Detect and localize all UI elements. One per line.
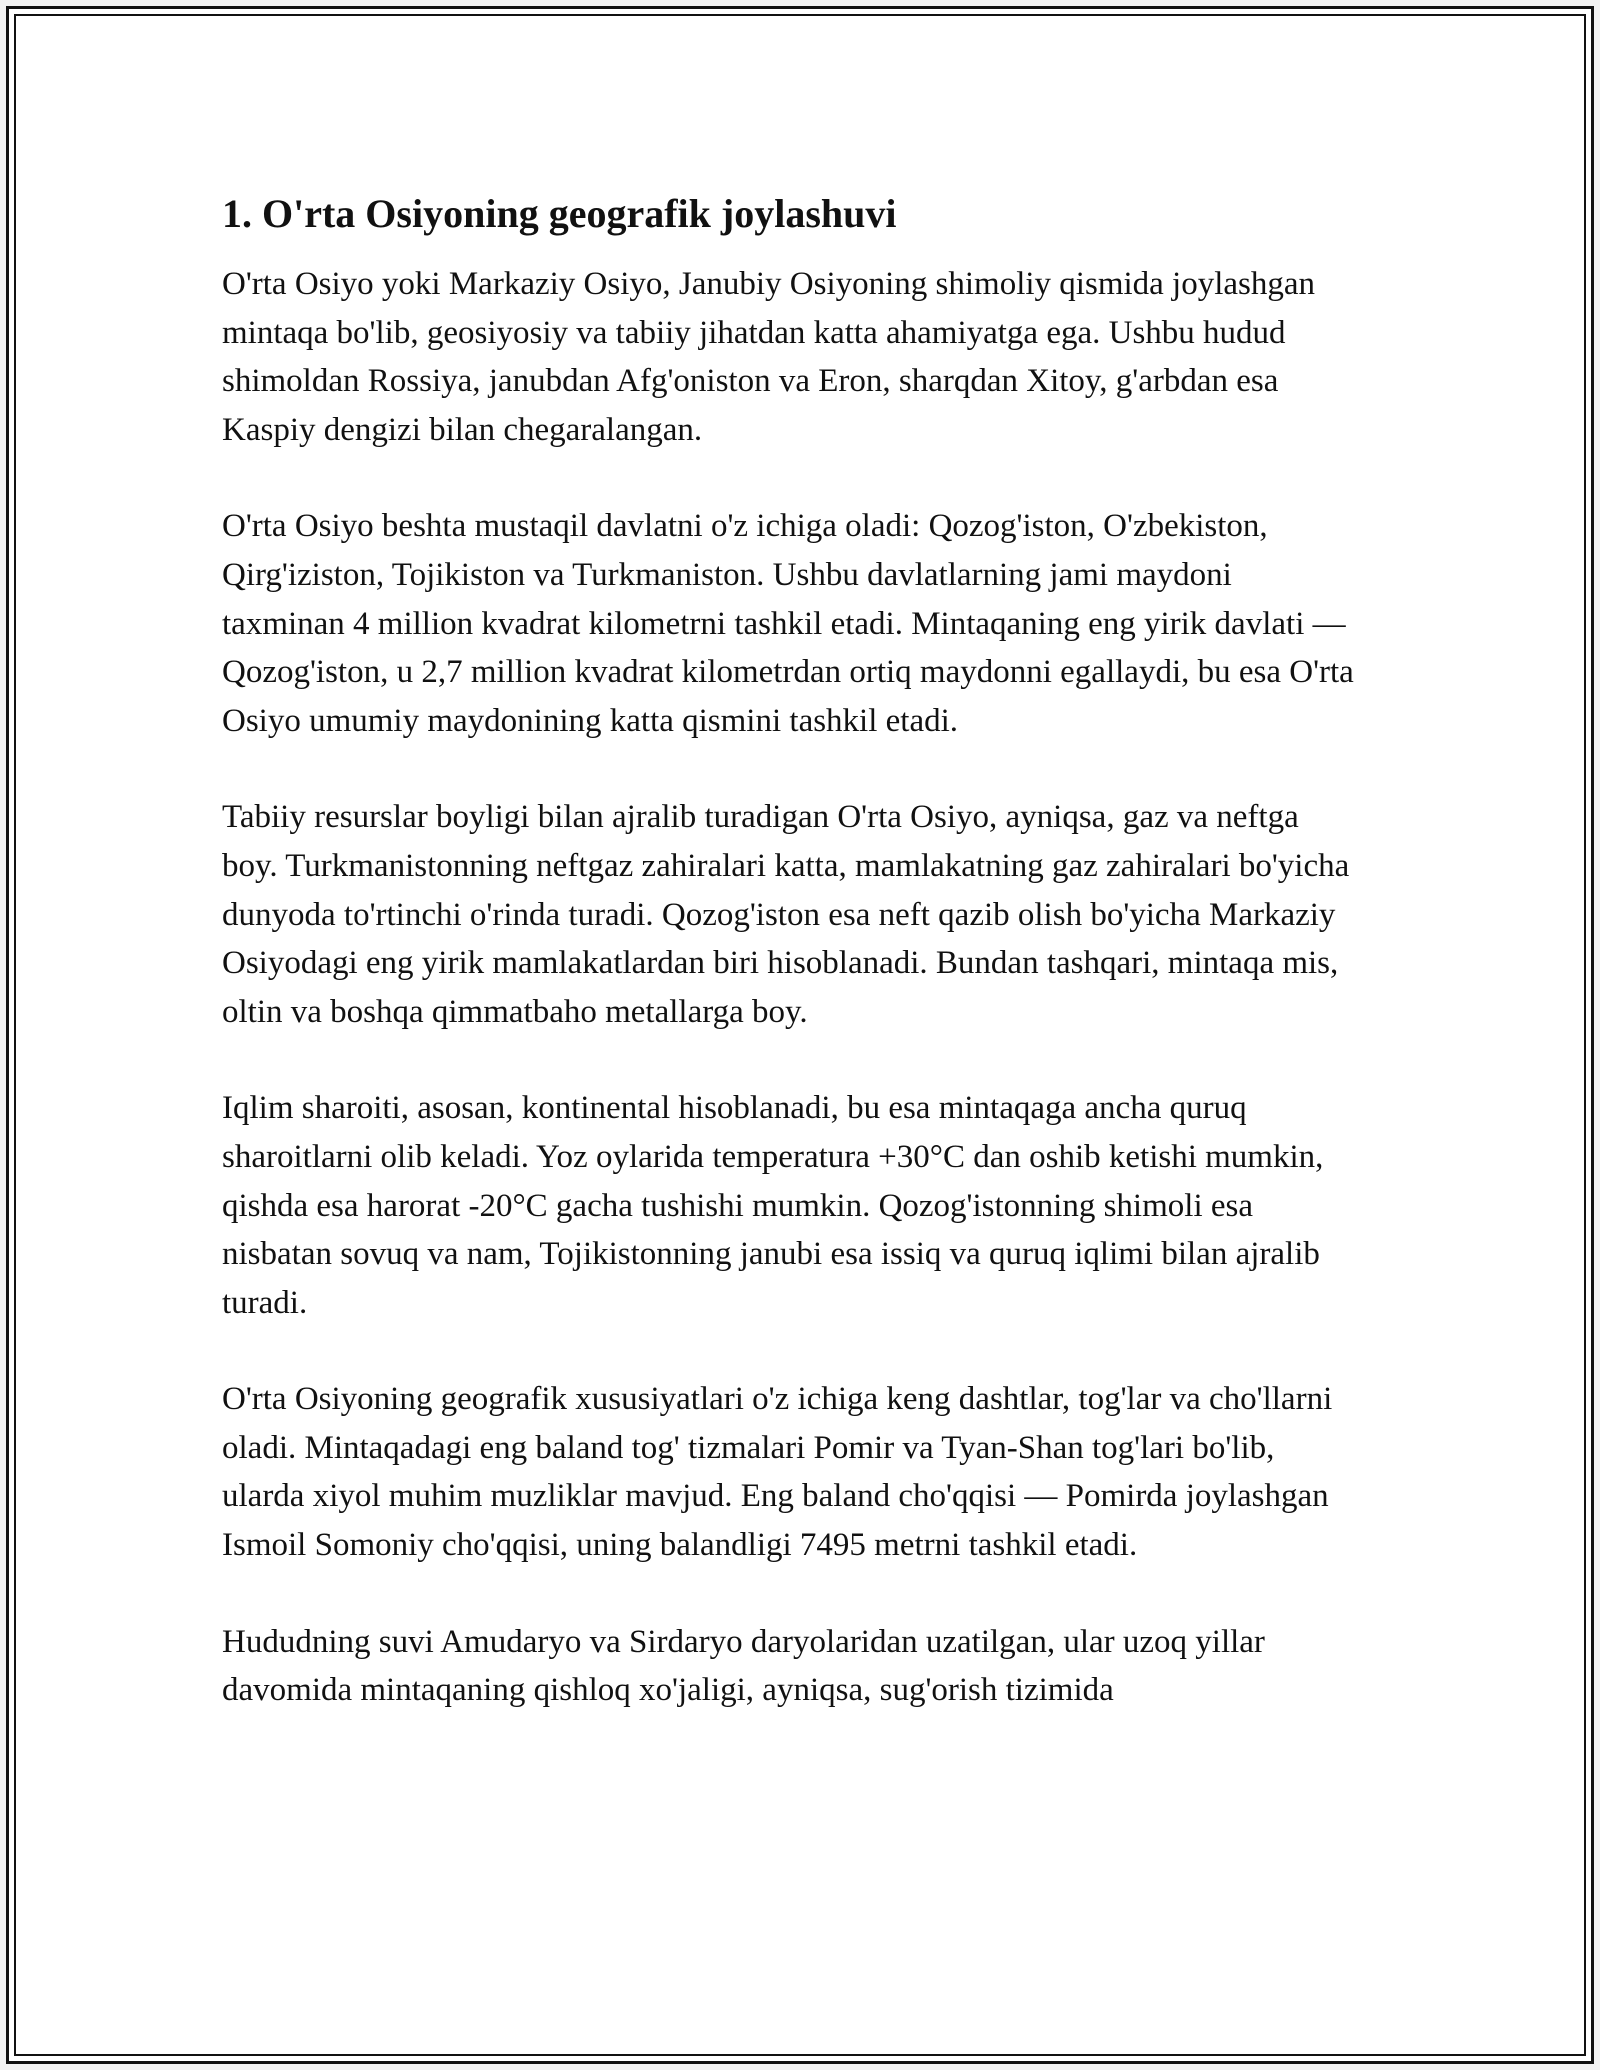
section-heading: 1. O'rta Osiyoning geografik joylashuvi — [222, 191, 897, 236]
paragraph-climate: Iqlim sharoiti, asosan, kontinental hisoblanadi, bu esa mintaqaga ancha quruq sharoitlarni olib keladi. Yoz oylarida temperatura +30°C dan oshib ketishi mumkin, qishda esa harorat -20°C gacha tushishi mumkin. Qozog'istonning shimoli esa nisbatan sovuq va nam, Tojikistonning janubi esa issiq va quruq iqlimi bilan ajralib turadi. — [222, 1090, 1324, 1321]
paragraph-resources: Tabiiy resurslar boyligi bilan ajralib turadigan O'rta Osiyo, ayniqsa, gaz va neftga boy. Turkmanistonning neftgaz zahiralari katta, mamlakatning gaz zahiralari bo'yicha dunyoda to'rtinchi o'rinda turadi. Qozog'iston esa neft qazib olish bo'yicha Markaziy Osiyodagi eng yirik mamlakatlardan biri hisoblanadi. Bundan tashqari, mintaqa mis, oltin va boshqa qimmatbaho metallarga boy. — [222, 799, 1350, 1030]
paragraph-countries: O'rta Osiyo beshta mustaqil davlatni o'z ichiga oladi: Qozog'iston, O'zbekiston, Qirg'iziston, Tojikiston va Turkmaniston. Ushbu davlatlarning jami maydoni taxminan 4 million kvadrat kilometrni tashkil etadi. Mintaqaning eng yirik davlati — Qozog'iston, u 2,7 million kvadrat kilometrdan ortiq maydonni egallaydi, bu esa O'rta Osiyo umumiy maydonining katta qismini tashkil etadi. — [222, 508, 1354, 739]
paragraph-rivers: Hududning suvi Amudaryo va Sirdaryo daryolaridan uzatilgan, ular uzoq yillar davomida mintaqaning qishloq xo'jaligi, ayniqsa, sug'orish tizimida — [222, 1623, 1265, 1709]
paragraph-location: O'rta Osiyo yoki Markaziy Osiyo, Janubiy Osiyoning shimoliy qismida joylashgan mintaqa bo'lib, geosiyosiy va tabiiy jihatdan katta ahamiyatga ega. Ushbu hudud shimoldan Rossiya, janubdan Afg'oniston va Eron, sharqdan Xitoy, g'arbdan esa Kaspiy dengizi bilan chegaralangan. — [222, 266, 1316, 448]
document-body — [222, 188, 1362, 1763]
paragraph-geography: O'rta Osiyoning geografik xususiyatlari o'z ichiga keng dashtlar, tog'lar va cho'llarni oladi. Mintaqadagi eng baland tog' tizmalari Pomir va Tyan-Shan tog'lari bo'lib, ularda xiyol muhim muzliklar mavjud. Eng baland cho'qqisi — Pomirda joylashgan Ismoil Somoniy cho'qqisi, uning balandligi 7495 metrni tashkil etadi. — [222, 1381, 1333, 1564]
